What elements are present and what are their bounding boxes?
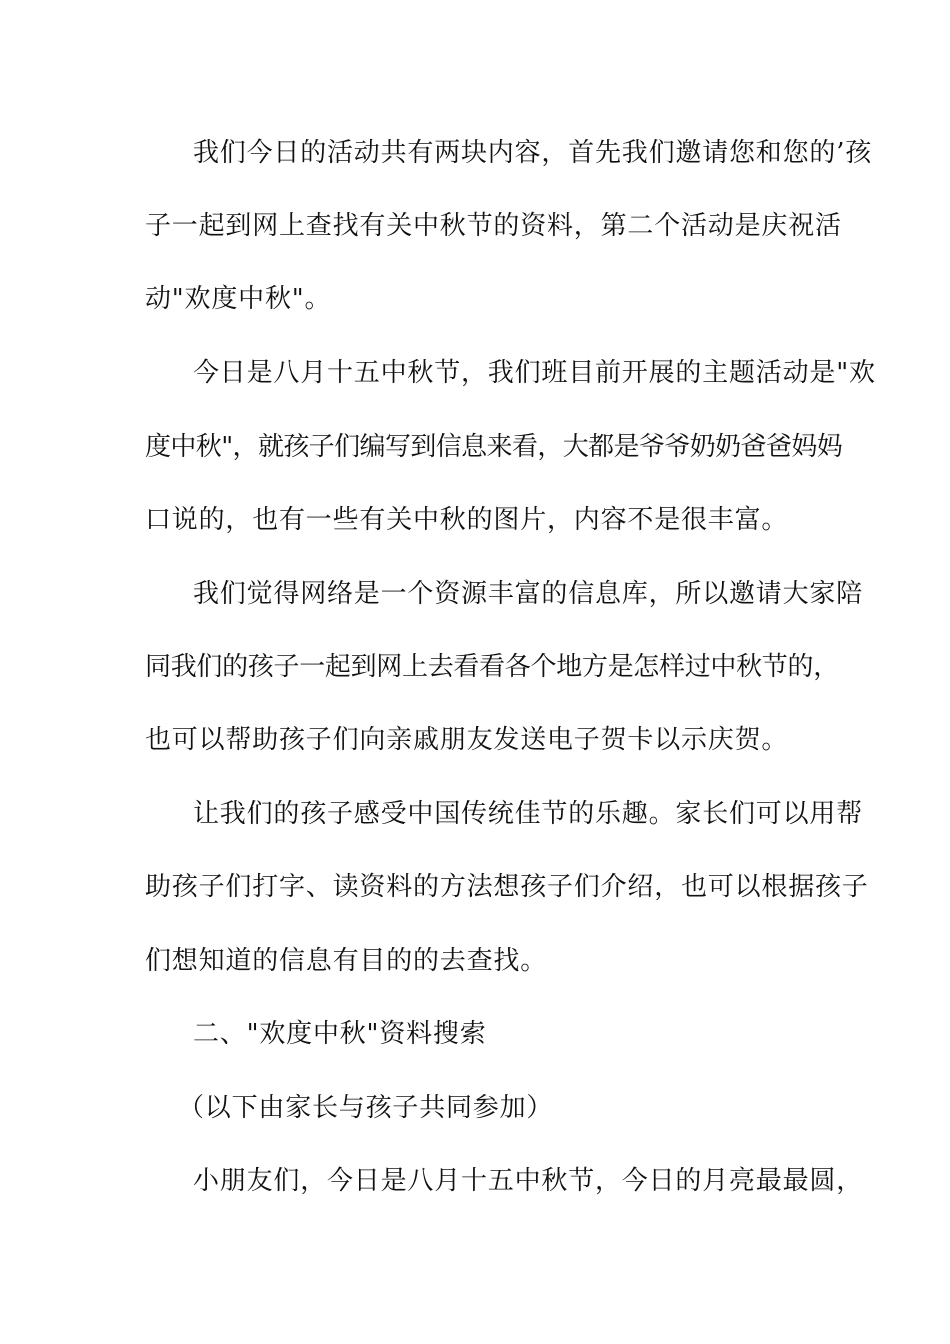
paragraph-4-line-2: 助孩子们打字、读资料的方法想孩子们介绍，也可以根据孩子 <box>145 872 869 902</box>
paragraph-1-line-2: 子一起到网上查找有关中秋节的资料，第二个活动是庆祝活 <box>145 211 842 241</box>
paragraph-2-line-3: 口说的，也有一些有关中秋的图片，内容不是很丰富。 <box>145 505 789 535</box>
paragraph-2-line-1: 今日是八月十五中秋节，我们班目前开展的主题活动是"欢 <box>193 358 876 388</box>
section-note: （以下由家长与孩子共同参加） <box>178 1093 554 1123</box>
paragraph-5-line-1: 小朋友们，今日是八月十五中秋节，今日的月亮最最圆， <box>193 1166 864 1196</box>
paragraph-3-line-2: 同我们的孩子一起到网上去看看各个地方是怎样过中秋节的， <box>145 652 839 682</box>
paragraph-1-line-1: 我们今日的活动共有两块内容，首先我们邀请您和您的’孩 <box>193 138 873 168</box>
paragraph-4-line-3: 们想知道的信息有目的的去查找。 <box>145 946 548 976</box>
section-heading: 二、"欢度中秋"资料搜索 <box>193 1019 487 1049</box>
paragraph-3-line-1: 我们觉得网络是一个资源丰富的信息库，所以邀请大家陪 <box>193 579 864 609</box>
paragraph-3-line-3: 也可以帮助孩子们向亲戚朋友发送电子贺卡以示庆贺。 <box>145 725 789 755</box>
paragraph-4-line-1: 让我们的孩子感受中国传统佳节的乐趣。家长们可以用帮 <box>193 799 864 829</box>
paragraph-2-line-2: 度中秋"，就孩子们编写到信息来看，大都是爷爷奶奶爸爸妈妈 <box>145 432 843 462</box>
paragraph-1-line-3: 动"欢度中秋"。 <box>145 284 332 314</box>
